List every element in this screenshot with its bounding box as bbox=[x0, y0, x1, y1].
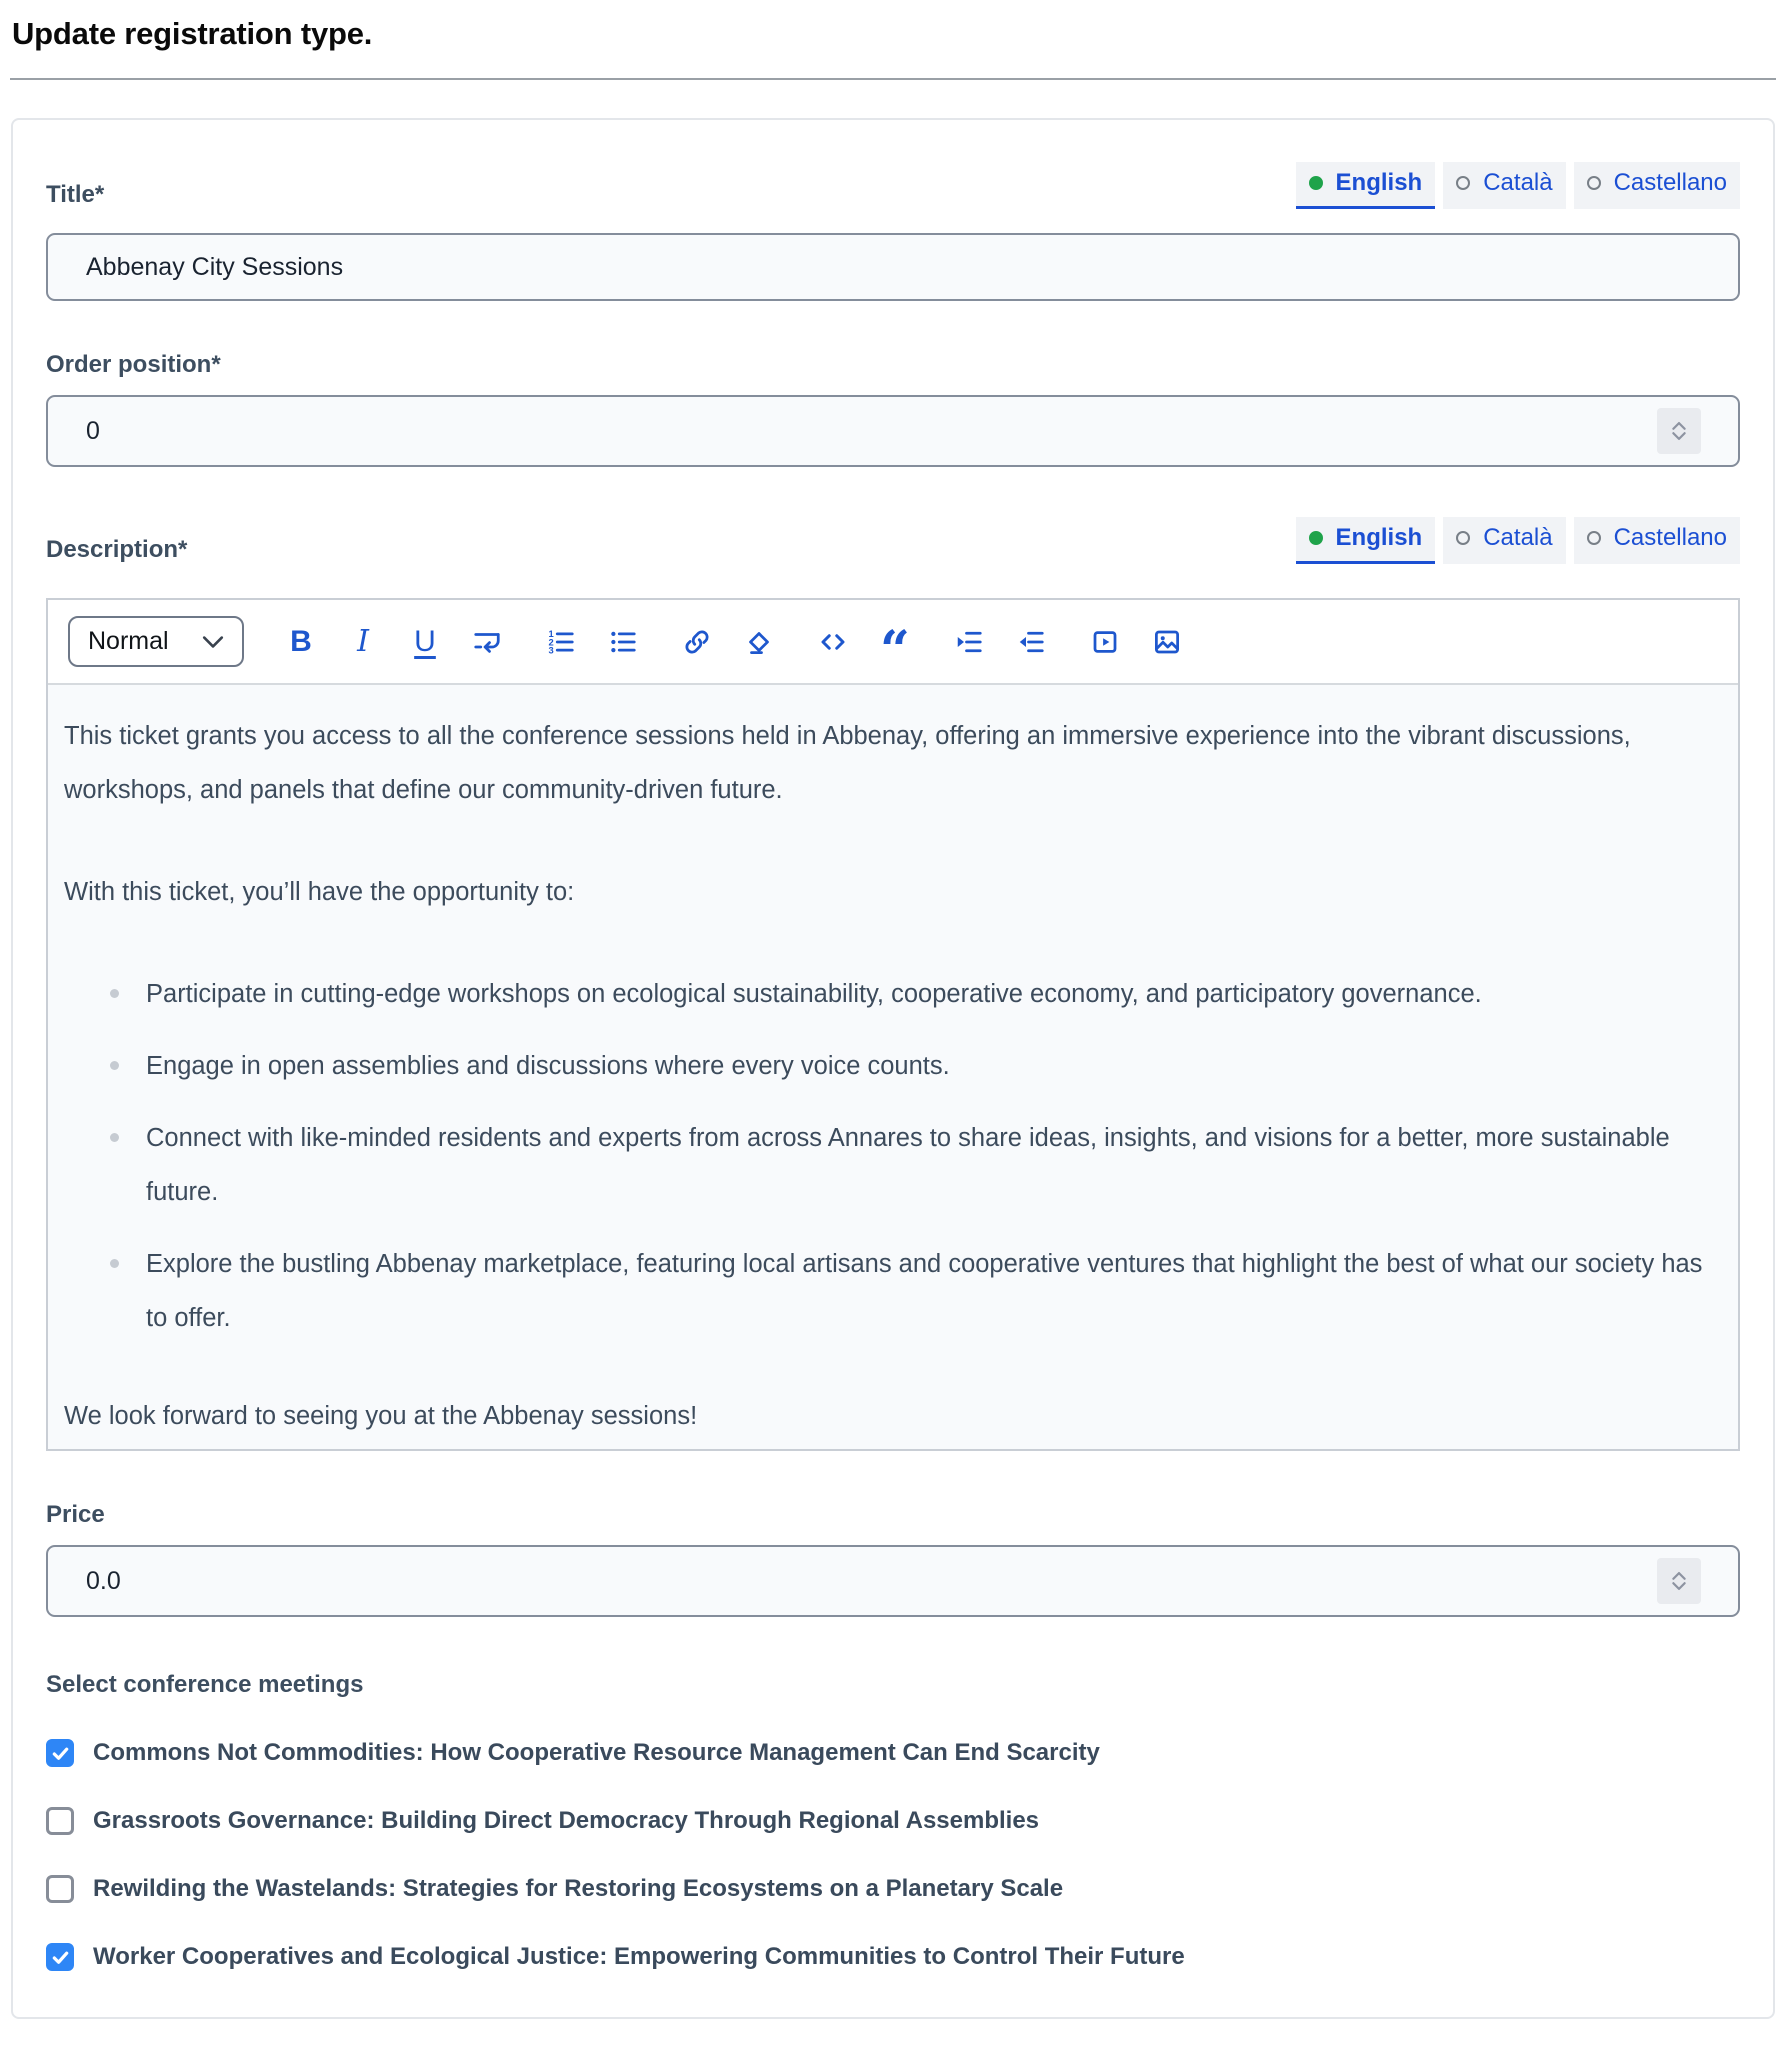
meeting-checkbox[interactable] bbox=[46, 1943, 74, 1971]
list-item: Engage in open assemblies and discussions where every voice counts. bbox=[110, 1039, 1720, 1093]
image-button[interactable] bbox=[1150, 624, 1184, 660]
title-input[interactable] bbox=[46, 233, 1740, 301]
meeting-option-label: Grassroots Governance: Building Direct Democracy Through Regional Assemblies bbox=[93, 1807, 1040, 1835]
meeting-option-row[interactable] bbox=[46, 1943, 1740, 1971]
meeting-checkbox[interactable] bbox=[46, 1875, 74, 1903]
stepper-chevrons-icon bbox=[1670, 1569, 1688, 1593]
video-icon bbox=[1090, 627, 1120, 657]
outdent-icon bbox=[1016, 627, 1046, 657]
description-paragraph: This ticket grants you access to all the conference sessions held in Abbenay, offering an immersive experience into the vibrant discussions, workshops, and panels that define our community-driven future. bbox=[64, 722, 1631, 805]
language-tab-label: Català bbox=[1483, 169, 1553, 196]
price-label: Price bbox=[46, 1501, 105, 1529]
underline-button[interactable] bbox=[408, 624, 442, 660]
editor-content[interactable] bbox=[48, 685, 1738, 1449]
language-tab-castellano[interactable] bbox=[1574, 162, 1740, 209]
svg-text:1: 1 bbox=[548, 628, 554, 639]
language-tab-label: Català bbox=[1483, 524, 1553, 551]
editor-toolbar bbox=[48, 600, 1738, 685]
meeting-option-row[interactable] bbox=[46, 1875, 1740, 1903]
description-paragraph: With this ticket, you’ll have the opportunity to: bbox=[64, 878, 575, 907]
italic-button[interactable] bbox=[346, 624, 380, 660]
link-icon bbox=[682, 627, 712, 657]
ordered-list-button[interactable] bbox=[544, 624, 578, 660]
language-radio-icon bbox=[1456, 531, 1470, 545]
bold-icon: B bbox=[290, 624, 312, 658]
description-label: Description* bbox=[46, 536, 188, 563]
meeting-option-label: Worker Cooperatives and Ecological Justice: Empowering Communities to Control Their Future bbox=[93, 1943, 1185, 1971]
title-label: Title* bbox=[46, 181, 105, 208]
meetings-section-label: Select conference meetings bbox=[46, 1671, 364, 1699]
indent-icon bbox=[954, 627, 984, 657]
indent-button[interactable] bbox=[952, 624, 986, 660]
image-icon bbox=[1152, 627, 1182, 657]
list-item: Connect with like-minded residents and experts from across Annares to share ideas, insights, and visions for a better, more sustainable future. bbox=[110, 1111, 1720, 1219]
format-dropdown[interactable] bbox=[68, 616, 244, 667]
list-item: Explore the bustling Abbenay marketplace, featuring local artisans and cooperative ventures that highlight the best of what our society has to offer. bbox=[110, 1237, 1720, 1345]
underline-icon: U bbox=[414, 624, 436, 658]
title-language-tabs bbox=[1296, 162, 1740, 209]
order-position-label: Order position* bbox=[46, 351, 221, 378]
description-paragraph: We look forward to seeing you at the Abbenay sessions! bbox=[64, 1402, 698, 1431]
language-tab-catala[interactable] bbox=[1443, 517, 1565, 564]
clean-format-icon bbox=[744, 627, 774, 657]
meeting-option-row[interactable] bbox=[46, 1739, 1740, 1767]
meeting-checkbox[interactable] bbox=[46, 1739, 74, 1767]
bold-button[interactable] bbox=[284, 624, 318, 660]
language-selected-dot-icon bbox=[1309, 531, 1323, 545]
rich-text-editor bbox=[46, 598, 1740, 1451]
language-tab-catala[interactable] bbox=[1443, 162, 1565, 209]
format-dropdown-value: Normal bbox=[88, 627, 169, 655]
italic-icon: I bbox=[357, 623, 369, 659]
page-title: Update registration type. bbox=[12, 16, 373, 51]
price-input[interactable] bbox=[46, 1545, 1740, 1617]
checkmark-icon bbox=[51, 1948, 70, 1967]
language-tab-castellano[interactable] bbox=[1574, 517, 1740, 564]
bullet-list-icon bbox=[608, 627, 638, 657]
description-bullet-list bbox=[64, 967, 1720, 1345]
title-divider bbox=[10, 78, 1776, 80]
line-break-button[interactable] bbox=[470, 624, 504, 660]
language-radio-icon bbox=[1456, 176, 1470, 190]
order-position-input[interactable] bbox=[46, 395, 1740, 467]
blockquote-button[interactable] bbox=[878, 620, 912, 682]
chevron-down-icon bbox=[202, 635, 224, 649]
blockquote-icon: “ bbox=[880, 620, 910, 682]
code-button[interactable] bbox=[816, 624, 850, 660]
svg-text:2: 2 bbox=[548, 636, 554, 647]
price-stepper[interactable] bbox=[1657, 1558, 1701, 1604]
meeting-checkbox[interactable] bbox=[46, 1807, 74, 1835]
registration-form-card bbox=[11, 118, 1775, 2019]
language-radio-icon bbox=[1587, 531, 1601, 545]
bullet-list-button[interactable] bbox=[606, 624, 640, 660]
outdent-button[interactable] bbox=[1014, 624, 1048, 660]
clean-format-button[interactable] bbox=[742, 624, 776, 660]
language-tab-english[interactable] bbox=[1296, 517, 1436, 564]
meeting-option-label: Commons Not Commodities: How Cooperative Resource Management Can End Scarcity bbox=[93, 1739, 1100, 1767]
meeting-option-label: Rewilding the Wastelands: Strategies for Restoring Ecosystems on a Planetary Scale bbox=[93, 1875, 1064, 1903]
stepper-chevrons-icon bbox=[1670, 419, 1688, 443]
checkmark-icon bbox=[51, 1744, 70, 1763]
language-selected-dot-icon bbox=[1309, 176, 1323, 190]
meeting-option-row[interactable] bbox=[46, 1807, 1740, 1835]
language-tab-label: Castellano bbox=[1613, 524, 1727, 551]
language-tab-label: English bbox=[1335, 169, 1423, 196]
language-tab-english[interactable] bbox=[1296, 162, 1436, 209]
code-icon bbox=[818, 627, 848, 657]
list-item: Participate in cutting-edge workshops on ecological sustainability, cooperative economy, and participatory governance. bbox=[110, 967, 1720, 1021]
language-radio-icon bbox=[1587, 176, 1601, 190]
language-tab-label: English bbox=[1335, 524, 1423, 551]
order-position-stepper[interactable] bbox=[1657, 408, 1701, 454]
link-button[interactable] bbox=[680, 624, 714, 660]
line-break-icon bbox=[472, 627, 502, 657]
language-tab-label: Castellano bbox=[1613, 169, 1727, 196]
video-button[interactable] bbox=[1088, 624, 1122, 660]
ordered-list-icon bbox=[546, 627, 576, 657]
description-language-tabs bbox=[1296, 517, 1740, 564]
svg-text:3: 3 bbox=[548, 645, 554, 655]
